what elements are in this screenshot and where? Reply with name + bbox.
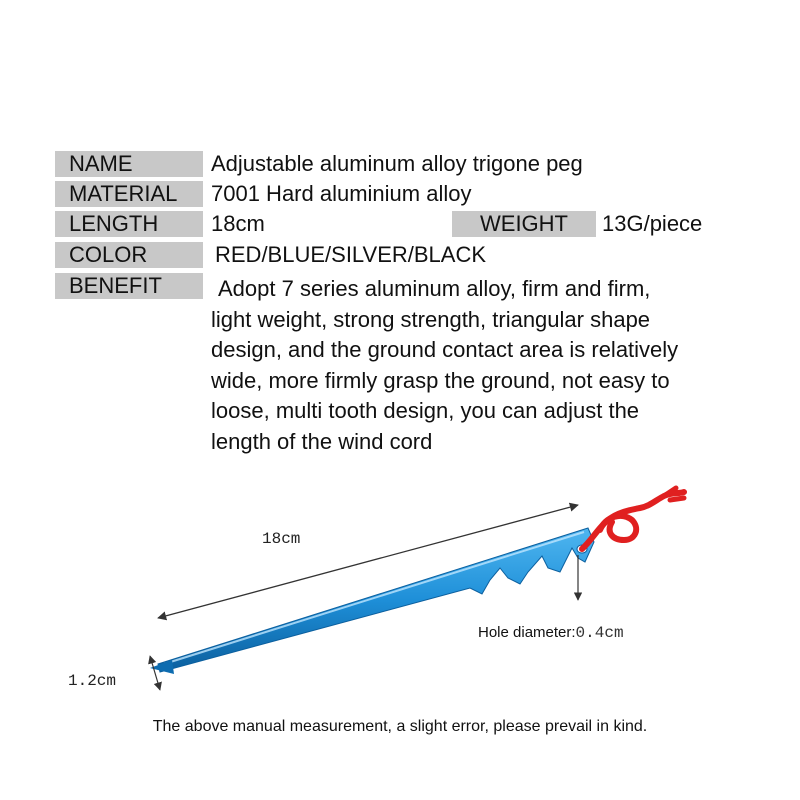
benefit-label: BENEFIT (55, 273, 203, 299)
width-dimension-arrow (150, 656, 160, 690)
color-value: RED/BLUE/SILVER/BLACK (215, 242, 487, 267)
peg-highlight (164, 532, 584, 664)
width-dimension-label: 1.2cm (68, 672, 117, 690)
name-label: NAME (55, 151, 203, 177)
benefit-line: loose, multi tooth design, you can adjust the (211, 398, 640, 423)
hole-diameter-value: 0.4cm (575, 624, 624, 642)
hole-diameter-text: Hole diameter: (478, 624, 576, 641)
benefit-line: Adopt 7 series aluminum alloy, firm and firm, (218, 276, 651, 301)
benefit-line: length of the wind cord (211, 428, 433, 454)
disclaimer-footer: The above manual measurement, a slight error, please prevail in kind. (152, 718, 648, 735)
material-value: 7001 Hard aluminium alloy (211, 181, 472, 206)
color-label: COLOR (55, 242, 203, 268)
name-value: Adjustable aluminum alloy trigone peg (211, 151, 583, 176)
wind-cord-loop (600, 516, 636, 540)
length-dimension-label: 18cm (262, 530, 301, 548)
length-value: 18cm (211, 211, 265, 236)
benefit-line: design, and the ground contact area is relatively (211, 337, 679, 362)
hole-diameter-label (478, 624, 624, 642)
length-label: LENGTH (55, 211, 203, 237)
material-label: MATERIAL (55, 181, 203, 207)
benefit-line: wide, more firmly grasp the ground, not easy to (211, 367, 670, 393)
weight-value: 13G/piece (602, 211, 703, 236)
weight-label: WEIGHT (452, 211, 596, 237)
benefit-line: light weight, strong strength, triangular shape (211, 306, 651, 332)
